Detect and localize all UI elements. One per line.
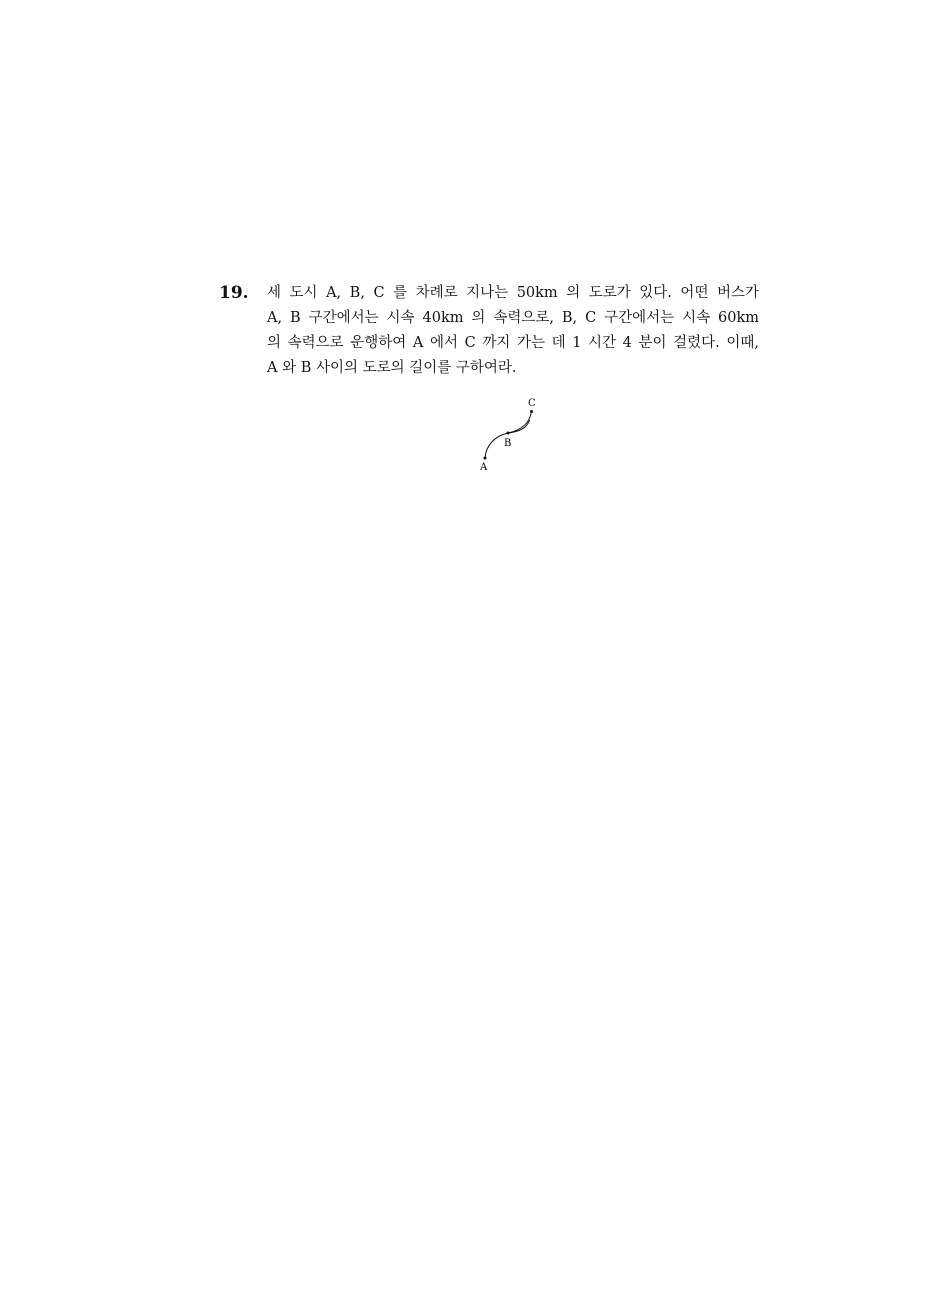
label-b: B (504, 438, 512, 449)
label-a: A (480, 462, 488, 473)
problem-line-3: 의 속력으로 운행하여 A 에서 C 까지 가는 데 1 시간 4 분이 걸렸다. 이때, (267, 335, 759, 351)
problem-line-1: 세 도시 A, B, C 를 차례로 지나는 50km 의 도로가 있다. 어떤 버스가 (267, 285, 759, 301)
problem-line-2: A, B 구간에서는 시속 40km 의 속력으로, B, C 구간에서는 시속 60km (267, 310, 759, 326)
road-curve-upper-path (508, 411, 532, 433)
problem-text (267, 281, 759, 381)
road-curve-upper (470, 405, 550, 435)
label-c: C (528, 398, 536, 409)
problem-number: 19. (219, 283, 249, 303)
point-a (484, 457, 487, 460)
problem-line-4: A 와 B 사이의 도로의 길이를 구하여라. (267, 360, 517, 376)
